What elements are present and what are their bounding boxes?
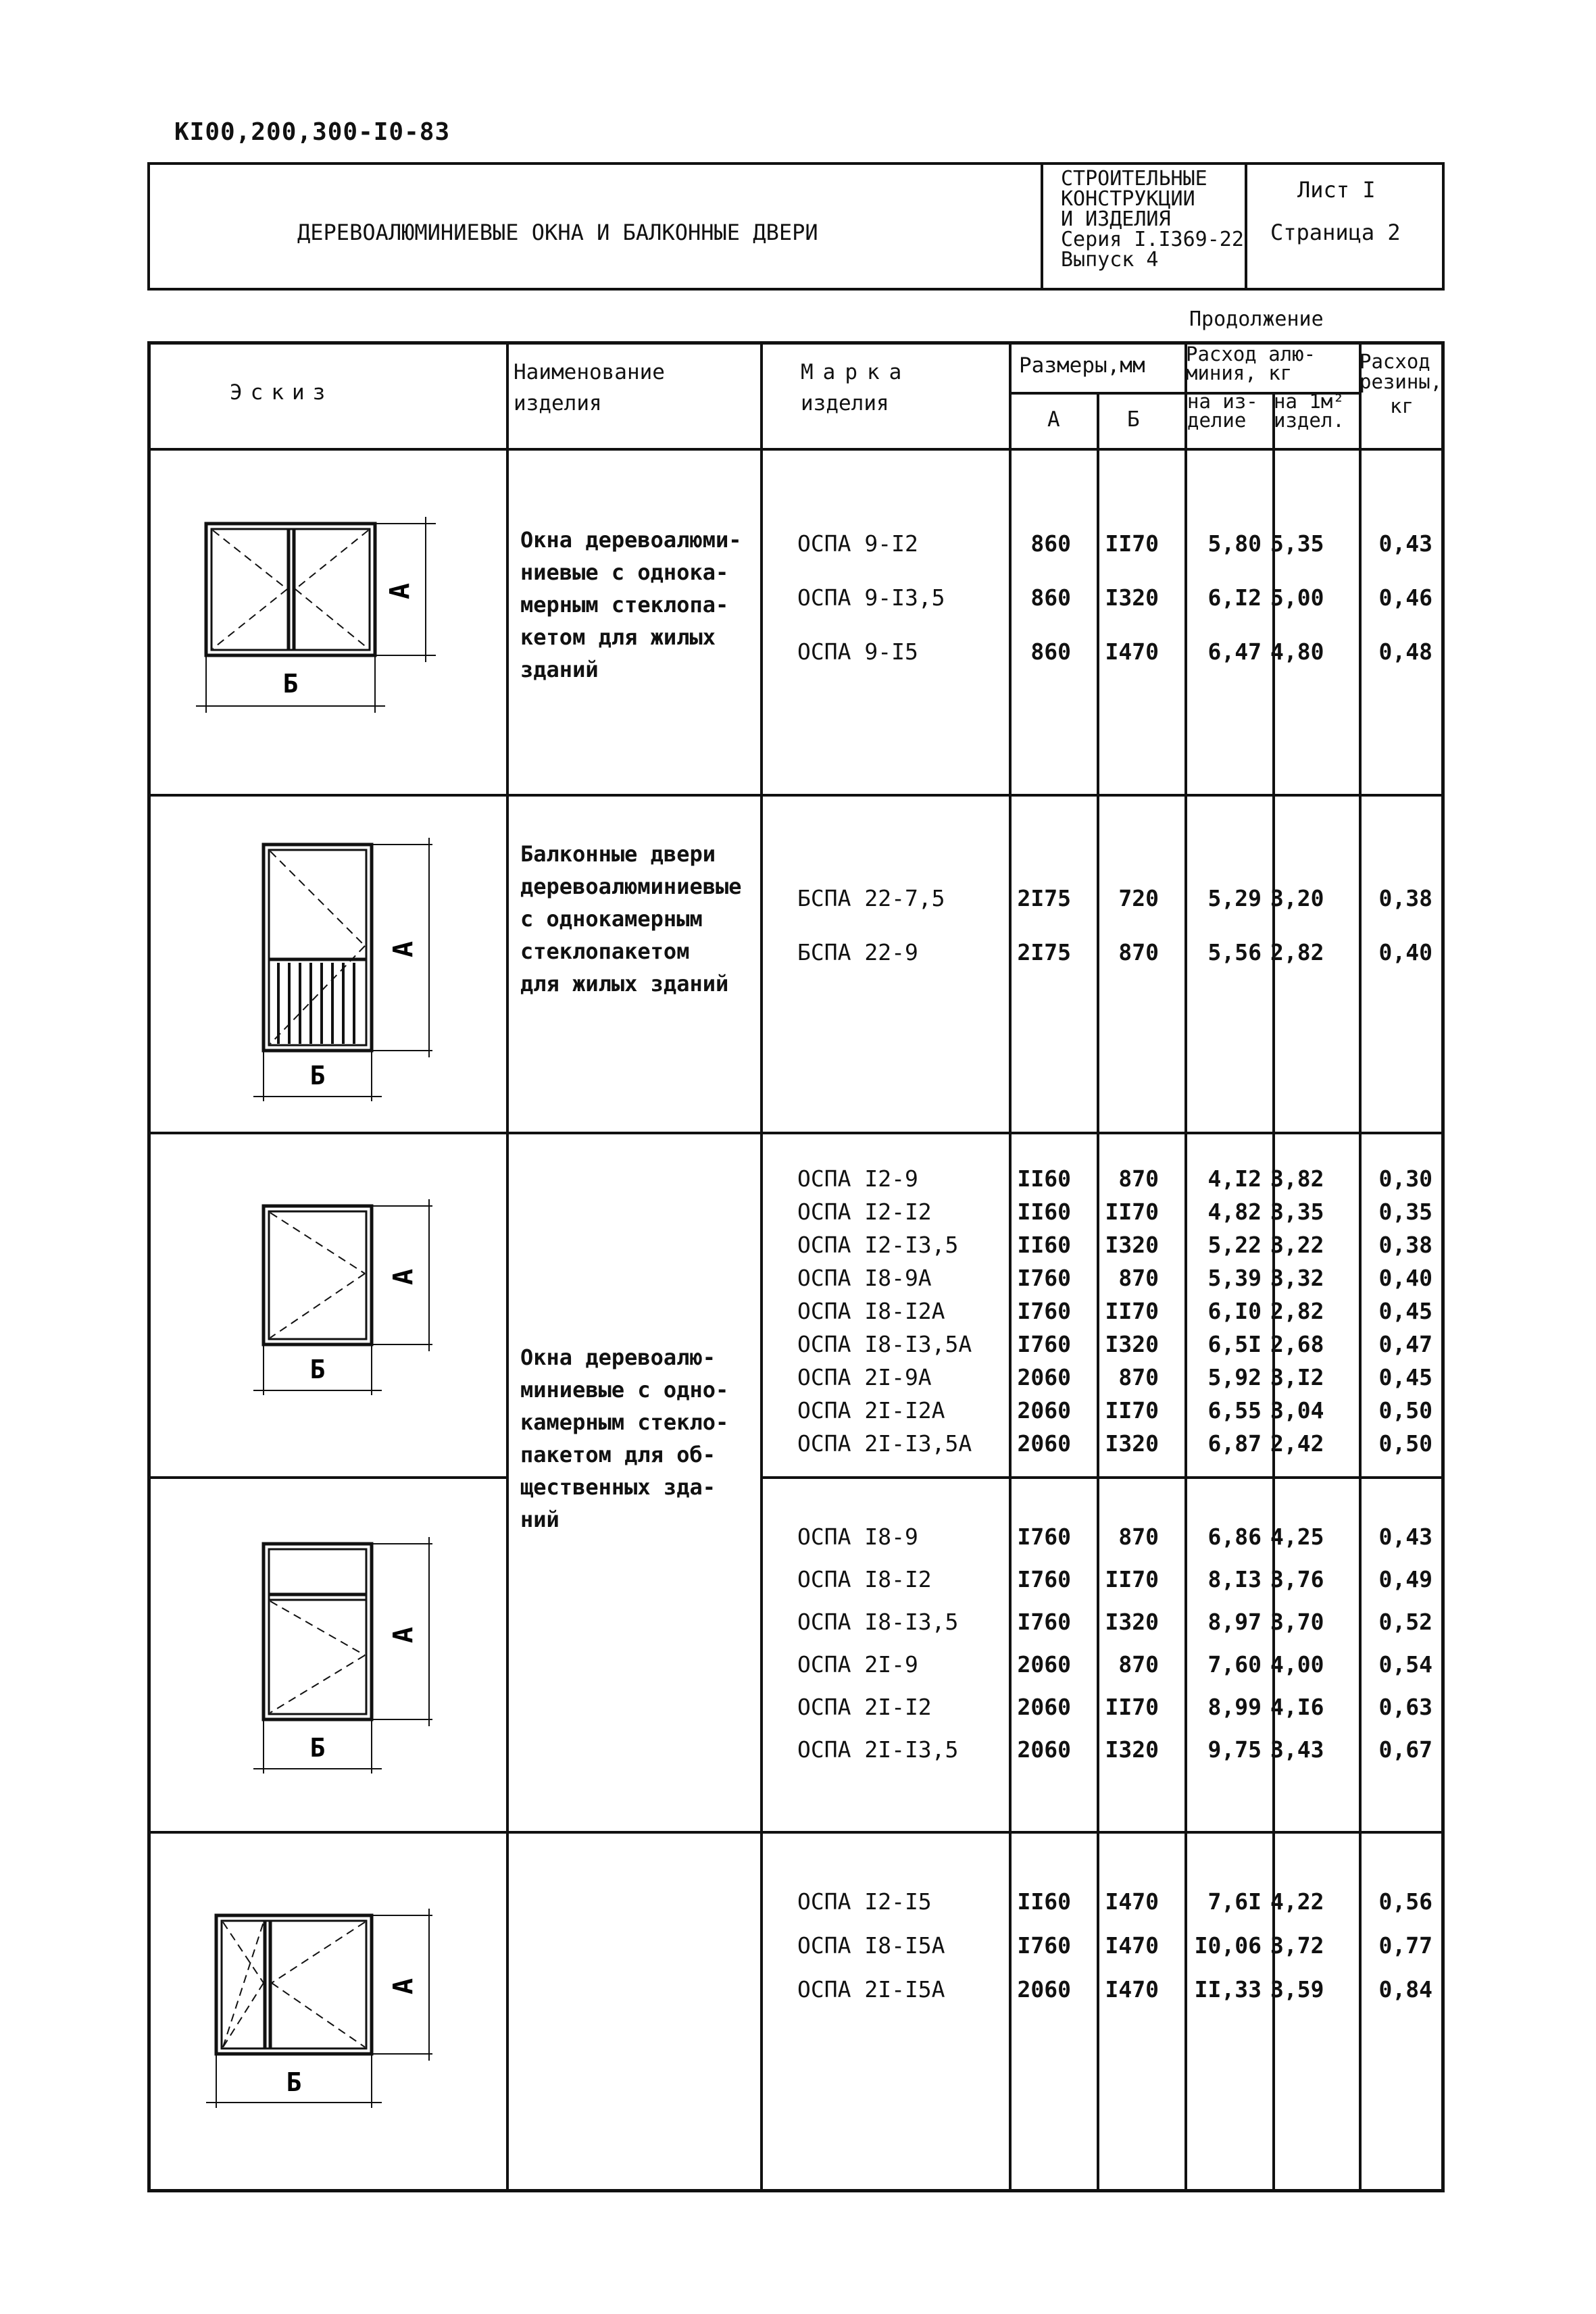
group-name-line: Окна деревоалю- (520, 1344, 716, 1370)
col-size-a: А (1047, 407, 1060, 432)
col-mark-line: Марка (801, 360, 912, 384)
height-label: А (388, 1978, 419, 1995)
col-per-m2-line: на 1м² (1274, 390, 1345, 413)
cell-mark: ОСПА 2I-9А (797, 1364, 932, 1390)
group-name-line: деревоалюминиевые (520, 874, 742, 899)
col-name (514, 361, 665, 414)
cell-mark: ОСПА I8-I3,5А (797, 1331, 972, 1357)
cell-b: I470 (1105, 1932, 1159, 1959)
cell-a: 860 (1030, 638, 1071, 665)
cell-rubber: 0,84 (1378, 1976, 1432, 2003)
series-line: И ИЗДЕЛИЯ (1061, 207, 1171, 231)
cell-mark: ОСПА 2I-I2 (797, 1694, 932, 1720)
cell-b: II70 (1105, 530, 1159, 557)
cell-b: II70 (1105, 1566, 1159, 1592)
cell-al-m2: 3,22 (1270, 1232, 1324, 1258)
col-size-b: Б (1127, 407, 1140, 432)
cell-al-item: 7,6I (1207, 1888, 1262, 1915)
cell-b: I470 (1105, 1888, 1159, 1915)
cell-b: 870 (1118, 939, 1159, 965)
sketch-window-two-leaf (193, 513, 449, 723)
cell-a: 2060 (1017, 1651, 1071, 1678)
cell-al-item: 4,I2 (1207, 1165, 1262, 1192)
cell-rubber: 0,63 (1378, 1694, 1432, 1720)
cell-b: 870 (1118, 1165, 1159, 1192)
cell-a: 2I75 (1017, 939, 1071, 965)
cell-al-m2: 5,00 (1270, 584, 1324, 611)
series-line: Выпуск 4 (1061, 248, 1159, 272)
col-sketch: Эскиз (230, 380, 334, 405)
cell-a: I760 (1017, 1609, 1071, 1635)
col-rubber-line: кг (1390, 395, 1414, 418)
cell-al-item: 6,86 (1207, 1524, 1262, 1550)
cell-b: 870 (1118, 1265, 1159, 1291)
cell-al-item: I0,06 (1194, 1932, 1262, 1959)
page-number: Страница 2 (1270, 220, 1401, 245)
cell-rubber: 0,48 (1378, 638, 1432, 665)
group-name (520, 524, 742, 686)
cell-b: II70 (1105, 1199, 1159, 1225)
cell-al-m2: 3,43 (1270, 1736, 1324, 1763)
col-per-m2 (1274, 392, 1345, 430)
width-label: Б (309, 1061, 326, 1090)
cell-b: II70 (1105, 1694, 1159, 1720)
cell-a: I760 (1017, 1298, 1071, 1324)
cell-mark: ОСПА 9-I3,5 (797, 584, 945, 611)
cell-mark: ОСПА I8-I2 (797, 1566, 932, 1592)
group-name-line: с однокамерным (520, 906, 703, 932)
cell-al-item: 6,47 (1207, 638, 1262, 665)
cell-mark: ОСПА 2I-9 (797, 1651, 918, 1678)
cell-mark: ОСПА I2-I3,5 (797, 1232, 959, 1258)
cell-a: 860 (1030, 530, 1071, 557)
cell-al-item: 8,99 (1207, 1694, 1262, 1720)
cell-mark: ОСПА I2-9 (797, 1165, 918, 1192)
cell-mark: ОСПА I8-I2А (797, 1298, 945, 1324)
cell-b: I320 (1105, 1331, 1159, 1357)
cell-al-m2: 3,04 (1270, 1397, 1324, 1424)
height-label: А (388, 1268, 419, 1286)
cell-al-item: II,33 (1194, 1976, 1262, 2003)
cell-mark: ОСПА 9-I2 (797, 530, 918, 557)
cell-mark: ОСПА I8-I5А (797, 1932, 945, 1959)
group-name (520, 1341, 728, 1536)
cell-a: I760 (1017, 1265, 1071, 1291)
cell-b: I470 (1105, 638, 1159, 665)
height-label: А (388, 940, 419, 958)
cell-rubber: 0,35 (1378, 1199, 1432, 1225)
cell-rubber: 0,67 (1378, 1736, 1432, 1763)
cell-rubber: 0,50 (1378, 1430, 1432, 1457)
cell-b: I320 (1105, 1232, 1159, 1258)
cell-rubber: 0,47 (1378, 1331, 1432, 1357)
group-name-line: кетом для жилых (520, 624, 716, 650)
width-label: Б (309, 1355, 326, 1384)
cell-rubber: 0,77 (1378, 1932, 1432, 1959)
col-aluminum-line: миния, кг (1186, 361, 1293, 384)
cell-a: I760 (1017, 1932, 1071, 1959)
sketch-window-with-transom (250, 1534, 453, 1784)
cell-mark: ОСПА 2I-I3,5А (797, 1430, 972, 1457)
group-name-line: миниевые с одно- (520, 1377, 729, 1403)
cell-al-m2: 3,72 (1270, 1932, 1324, 1959)
cell-al-item: 5,80 (1207, 530, 1262, 557)
cell-rubber: 0,40 (1378, 1265, 1432, 1291)
series-line: Серия I.I369-22 (1061, 228, 1244, 251)
cell-al-item: 5,39 (1207, 1265, 1262, 1291)
cell-mark: БСПА 22-9 (797, 939, 918, 965)
cell-al-item: 5,22 (1207, 1232, 1262, 1258)
cell-b: II70 (1105, 1298, 1159, 1324)
sketch-window-two-leaf-wide (203, 1905, 459, 2115)
cell-b: I320 (1105, 1736, 1159, 1763)
cell-al-m2: 2,68 (1270, 1331, 1324, 1357)
group-name-line: ний (520, 1507, 559, 1532)
cell-al-m2: 3,82 (1270, 1165, 1324, 1192)
cell-b: I320 (1105, 1430, 1159, 1457)
cell-b: 870 (1118, 1364, 1159, 1390)
col-mark-line: изделия (801, 391, 889, 416)
cell-a: 2060 (1017, 1364, 1071, 1390)
col-name-line: изделия (514, 391, 602, 416)
cell-b: 870 (1118, 1524, 1159, 1550)
cell-rubber: 0,38 (1378, 1232, 1432, 1258)
cell-al-item: 4,82 (1207, 1199, 1262, 1225)
cell-mark: ОСПА 2I-I2А (797, 1397, 945, 1424)
cell-al-item: 5,92 (1207, 1364, 1262, 1390)
col-aluminum-line: Расход алю- (1186, 343, 1316, 366)
cell-a: II60 (1017, 1165, 1071, 1192)
col-rubber-line: Расход (1360, 350, 1430, 373)
cell-al-item: 6,87 (1207, 1430, 1262, 1457)
cell-rubber: 0,49 (1378, 1566, 1432, 1592)
cell-rubber: 0,40 (1378, 939, 1432, 965)
col-rubber-line: резины, (1360, 370, 1443, 393)
document-code: KI00,200,300-I0-83 (174, 118, 451, 146)
cell-b: 870 (1118, 1651, 1159, 1678)
cell-mark: ОСПА I2-I5 (797, 1888, 932, 1915)
height-label: А (388, 1626, 419, 1644)
cell-al-m2: 3,35 (1270, 1199, 1324, 1225)
cell-a: II60 (1017, 1199, 1071, 1225)
cell-al-m2: 4,22 (1270, 1888, 1324, 1915)
group-name-line: мерным стеклопа- (520, 592, 729, 618)
cell-al-m2: 4,I6 (1270, 1694, 1324, 1720)
cell-al-item: 8,97 (1207, 1609, 1262, 1635)
cell-rubber: 0,43 (1378, 1524, 1432, 1550)
cell-rubber: 0,46 (1378, 584, 1432, 611)
col-per-item (1187, 392, 1258, 430)
series-line: СТРОИТЕЛЬНЫЕ (1061, 167, 1207, 191)
group-name (520, 838, 742, 1000)
cell-al-item: 6,55 (1207, 1397, 1262, 1424)
cell-a: 860 (1030, 584, 1071, 611)
sketch-balcony-door (250, 834, 453, 1111)
cell-al-item: 5,29 (1207, 885, 1262, 911)
cell-al-m2: 3,76 (1270, 1566, 1324, 1592)
cell-al-m2: 4,80 (1270, 638, 1324, 665)
cell-rubber: 0,45 (1378, 1298, 1432, 1324)
cell-mark: ОСПА 2I-I5А (797, 1976, 945, 2003)
col-aluminum (1186, 345, 1316, 382)
cell-b: I470 (1105, 1976, 1159, 2003)
group-name-line: щественных зда- (520, 1474, 716, 1500)
cell-rubber: 0,52 (1378, 1609, 1432, 1635)
cell-mark: ОСПА I8-I3,5 (797, 1609, 959, 1635)
cell-al-item: 7,60 (1207, 1651, 1262, 1678)
cell-rubber: 0,38 (1378, 885, 1432, 911)
col-rubber (1360, 351, 1442, 416)
cell-rubber: 0,45 (1378, 1364, 1432, 1390)
cell-al-m2: 2,42 (1270, 1430, 1324, 1457)
group-name-line: Балконные двери (520, 841, 716, 867)
cell-b: II70 (1105, 1397, 1159, 1424)
sheet-number: Лист I (1297, 177, 1376, 203)
cell-al-m2: 4,00 (1270, 1651, 1324, 1678)
cell-al-item: 6,I2 (1207, 584, 1262, 611)
continuation-label: Продолжение (1189, 307, 1324, 331)
cell-b: I320 (1105, 584, 1159, 611)
series-info (1061, 169, 1244, 270)
cell-b: 720 (1118, 885, 1159, 911)
cell-a: 2060 (1017, 1976, 1071, 2003)
cell-a: I760 (1017, 1524, 1071, 1550)
cell-al-item: 9,75 (1207, 1736, 1262, 1763)
height-label: А (384, 582, 416, 600)
width-label: Б (309, 1733, 326, 1763)
cell-al-m2: 4,25 (1270, 1524, 1324, 1550)
cell-rubber: 0,43 (1378, 530, 1432, 557)
sketch-window-single-leaf (250, 1196, 453, 1405)
col-per-item-line: делие (1187, 409, 1247, 432)
cell-mark: ОСПА 9-I5 (797, 638, 918, 665)
col-per-m2-line: издел. (1274, 409, 1345, 432)
group-name-line: зданий (520, 657, 599, 682)
col-per-item-line: на из- (1187, 390, 1258, 413)
col-sizes: Размеры,мм (1019, 353, 1145, 378)
cell-al-item: 8,I3 (1207, 1566, 1262, 1592)
series-line: КОНСТРУКЦИИ (1061, 187, 1195, 211)
cell-a: 2060 (1017, 1736, 1071, 1763)
cell-al-m2: 3,20 (1270, 885, 1324, 911)
group-name-line: ниевые с однока- (520, 559, 729, 585)
col-name-line: Наименование (514, 360, 665, 384)
cell-rubber: 0,56 (1378, 1888, 1432, 1915)
cell-mark: ОСПА I2-I2 (797, 1199, 932, 1225)
width-label: Б (282, 669, 299, 699)
cell-a: I760 (1017, 1331, 1071, 1357)
cell-mark: ОСПА I8-9 (797, 1524, 918, 1550)
cell-al-m2: 3,I2 (1270, 1364, 1324, 1390)
cell-b: I320 (1105, 1609, 1159, 1635)
cell-al-m2: 3,32 (1270, 1265, 1324, 1291)
cell-mark: ОСПА 2I-I3,5 (797, 1736, 959, 1763)
cell-rubber: 0,54 (1378, 1651, 1432, 1678)
group-name-line: Окна деревоалюми- (520, 527, 742, 553)
cell-a: II60 (1017, 1232, 1071, 1258)
cell-rubber: 0,50 (1378, 1397, 1432, 1424)
group-name-line: пакетом для об- (520, 1442, 716, 1467)
cell-al-m2: 2,82 (1270, 939, 1324, 965)
group-name-line: стеклопакетом (520, 938, 690, 964)
cell-a: II60 (1017, 1888, 1071, 1915)
group-name-line: для жилых зданий (520, 971, 729, 997)
cell-a: 2060 (1017, 1397, 1071, 1424)
cell-al-m2: 2,82 (1270, 1298, 1324, 1324)
cell-mark: БСПА 22-7,5 (797, 885, 945, 911)
cell-mark: ОСПА I8-9А (797, 1265, 932, 1291)
group-name-line: камерным стекло- (520, 1409, 729, 1435)
cell-al-item: 6,I0 (1207, 1298, 1262, 1324)
col-mark (801, 361, 911, 414)
width-label: Б (286, 2067, 302, 2097)
cell-a: I760 (1017, 1566, 1071, 1592)
cell-al-m2: 3,59 (1270, 1976, 1324, 2003)
cell-rubber: 0,30 (1378, 1165, 1432, 1192)
cell-a: 2060 (1017, 1694, 1071, 1720)
cell-al-m2: 5,35 (1270, 530, 1324, 557)
cell-al-item: 6,5I (1207, 1331, 1262, 1357)
cell-al-m2: 3,70 (1270, 1609, 1324, 1635)
document-title: ДЕРЕВОАЛЮМИНИЕВЫЕ ОКНА И БАЛКОННЫЕ ДВЕРИ (297, 220, 818, 245)
cell-a: 2060 (1017, 1430, 1071, 1457)
cell-al-item: 5,56 (1207, 939, 1262, 965)
cell-a: 2I75 (1017, 885, 1071, 911)
